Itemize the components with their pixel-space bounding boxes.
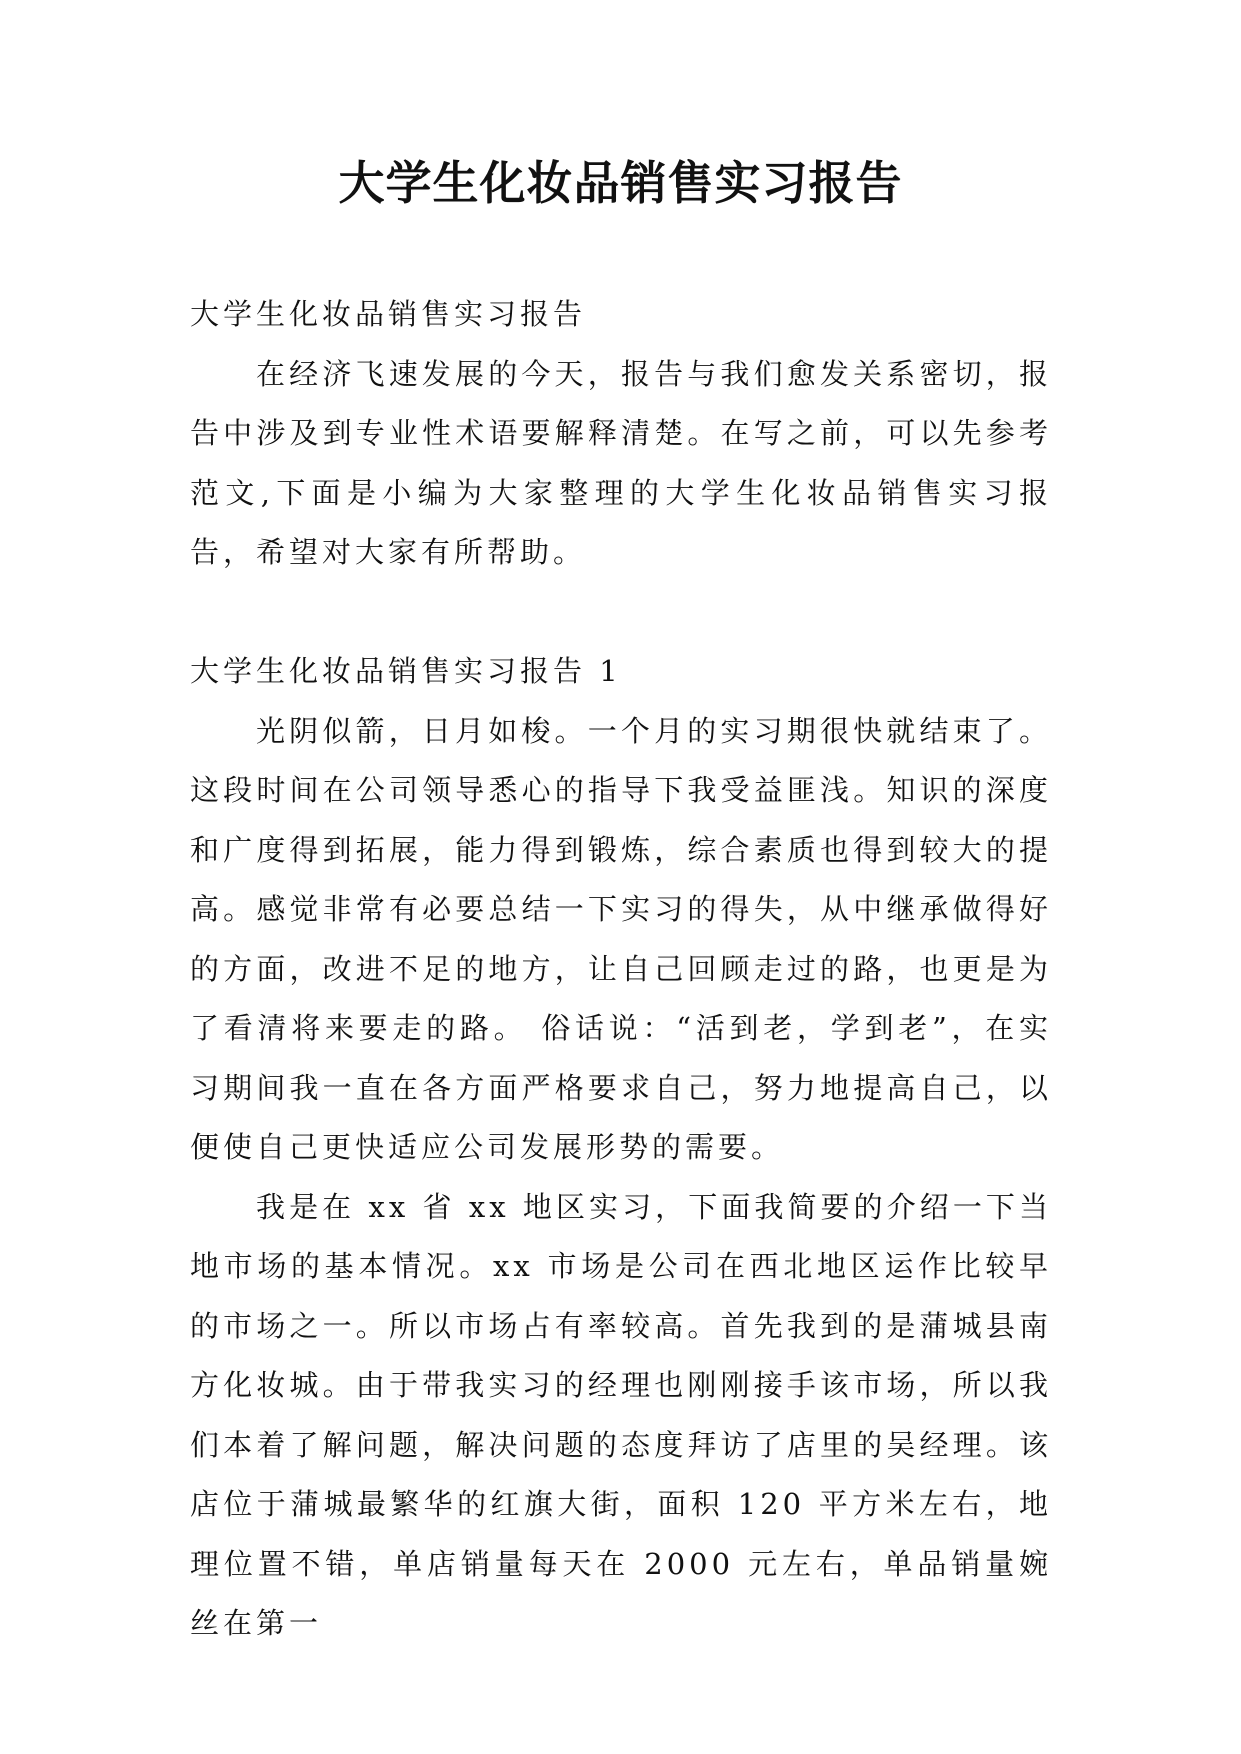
section-heading: 大学生化妆品销售实习报告 1: [190, 654, 622, 688]
body-paragraph: 光阴似箭，日月如梭。一个月的实习期很快就结束了。这段时间在公司领导悉心的指导下我受益匪浅。知识的深度和广度得到拓展，能力得到锻炼，综合素质也得到较大的提高。感觉非常有必要总结一下实习的得失，从中继承做得好的方面，改进不足的地方，让自己回顾走过的路，也更是为了看清将来要走的路。 俗话说：“活到老，学到老”，在实习期间我一直在各方面严格要求自己，努力地提高自己，以便使自己更快适应公司发展形势的需要。: [190, 713, 1052, 1164]
document-title: 大学生化妆品销售实习报告: [338, 156, 903, 210]
subtitle: 大学生化妆品销售实习报告: [190, 297, 587, 331]
intro-paragraph: 在经济飞速发展的今天，报告与我们愈发关系密切，报告中涉及到专业性术语要解释清楚。在写之前，可以先参考范文,下面是小编为大家整理的大学生化妆品销售实习报告，希望对大家有所帮助。: [190, 356, 1052, 569]
document-body: [190, 285, 1052, 1654]
paragraph-spacer: [190, 583, 1052, 643]
body-paragraph: 我是在 xx 省 xx 地区实习，下面我简要的介绍一下当地市场的基本情况。xx 市场是公司在西北地区运作比较早的市场之一。所以市场占有率较高。首先我到的是蒲城县南方化妆城。由于带我实习的经理也刚刚接手该市场，所以我们本着了解问题，解决问题的态度拜访了店里的吴经理。该店位于蒲城最繁华的红旗大街，面积 120 平方米左右，地理位置不错，单店销量每天在 2000 元左右，单品销量婉丝在第一: [190, 1189, 1052, 1640]
